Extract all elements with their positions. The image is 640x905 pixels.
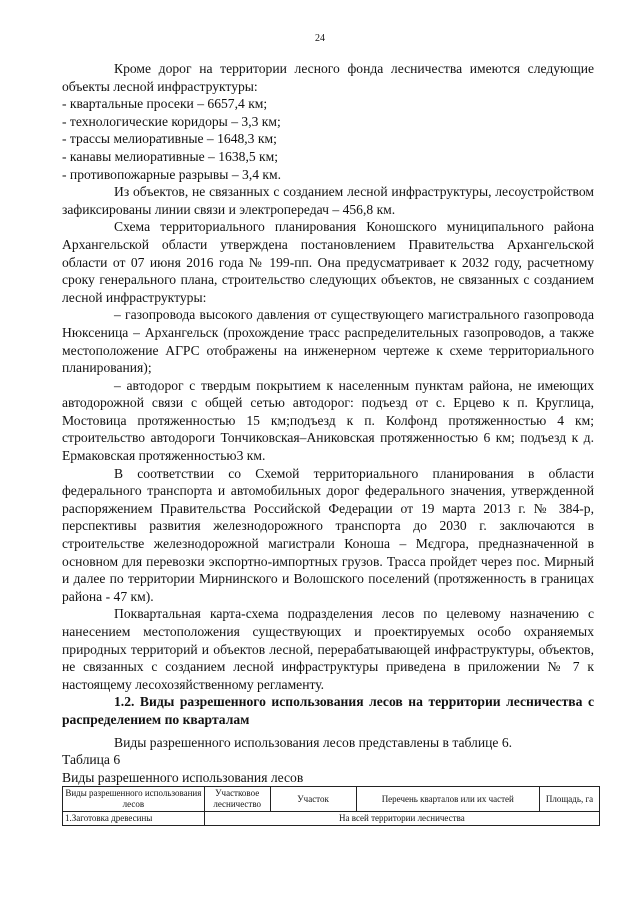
list-item: - трассы мелиоративные – 1648,3 км; xyxy=(62,131,277,147)
table-cell-merged: На всей территории лесничества xyxy=(204,812,599,826)
paragraph-territorial-plan: Схема территориального планирования Коношского муниципального района Архангельской области утверждена постановлением Правительства Архангельской области от 07 июня 2016 года № 199-пп. Она предусматривает к 2032 году, расчетному сроку генерального плана, строительство следующих объектов, не связанных с созданием лесной инфраструктуры: xyxy=(62,219,594,305)
column-header: Участок xyxy=(270,787,356,812)
paragraph-roads: – автодорог с твердым покрытием к населенным пунктам района, не имеющих автодорожной связи с общей сетью автодорог: подъезд от с. Ерцево к п. Круглица, Мостовица протяженностью 15 км;подъезд к п. Колфонд протяженностью 4 км; строительство автодороги Тончиковская–Аниковская протяженностью 6 км; подъезд к д. Ермаковская протяженностью3 км. xyxy=(62,377,594,464)
allowed-use-table xyxy=(62,786,600,826)
section-text: Виды разрешенного использования лесов представлены в таблице 6. xyxy=(114,734,513,750)
section-heading: 1.2. Виды разрешенного использования лесов на территории лесничества с распределением по кварталам xyxy=(62,694,594,727)
column-header: Участковое лесничество xyxy=(204,787,270,812)
list-item: - квартальные просеки – 6657,4 км; xyxy=(62,96,268,112)
list-item: - технологические коридоры – 3,3 км; xyxy=(62,113,281,129)
column-header: Площадь, га xyxy=(540,787,600,812)
list-item: - канавы мелиоративные – 1638,5 км; xyxy=(62,148,279,164)
table-row xyxy=(63,812,600,826)
table-cell-use-type: 1.Заготовка древесины xyxy=(63,812,205,826)
paragraph-map-appendix: Поквартальная карта-схема подразделения лесов по целевому назначению с нанесением местоположения существующих и проектируемых особо охраняемых природных территорий и объектов лесной, перерабатывающей инфраструктуры, объектов, не связанных с созданием лесной инфраструктуры приведена в приложении № 7 к настоящему лесохозяйственному регламенту. xyxy=(62,606,594,692)
list-item: - противопожарные разрывы – 3,4 км. xyxy=(62,166,282,182)
column-header: Виды разрешенного использования лесов xyxy=(63,787,205,812)
table-title: Виды разрешенного использования лесов xyxy=(62,769,304,785)
intro-paragraph: Кроме дорог на территории лесного фонда лесничества имеются следующие объекты лесной инфраструктуры: xyxy=(62,61,594,94)
paragraph-communication-lines: Из объектов, не связанных с созданием лесной инфраструктуры, лесоустройством зафиксированы линии связи и электропередач – 456,8 км. xyxy=(62,184,594,217)
paragraph-gas-pipeline: – газопровода высокого давления от существующего магистрального газопровода Нюксеница – Архангельск (прохождение трасс распределительных газопроводов, а также местоположение АГРС отображены на инженерном чертеже к схеме территориального планирования); xyxy=(62,307,594,376)
table-header-row xyxy=(63,787,600,812)
page-number: 24 xyxy=(315,33,325,44)
table-reference: Таблица 6 xyxy=(62,752,121,768)
column-header: Перечень кварталов или их частей xyxy=(356,787,540,812)
paragraph-railway: В соответствии со Схемой территориального планирования в области федерального транспорта и автомобильных дорог федерального значения, утвержденной распоряжением Правительства Российской Федерации от 19 марта 2013 г. № 384-р, перспективы развития железнодорожного транспорта до 2030 г. заключаются в строительстве железнодорожной магистрали Коноша – Мєдгора, предназначенной в основном для перевозки экспортно-импортных грузов. Трасса пройдет через пос. Мирный и далее по территории Мирнинского и Волошского поселений (протяженность в границах района - 47 км). xyxy=(62,465,594,604)
document-body xyxy=(62,60,594,826)
